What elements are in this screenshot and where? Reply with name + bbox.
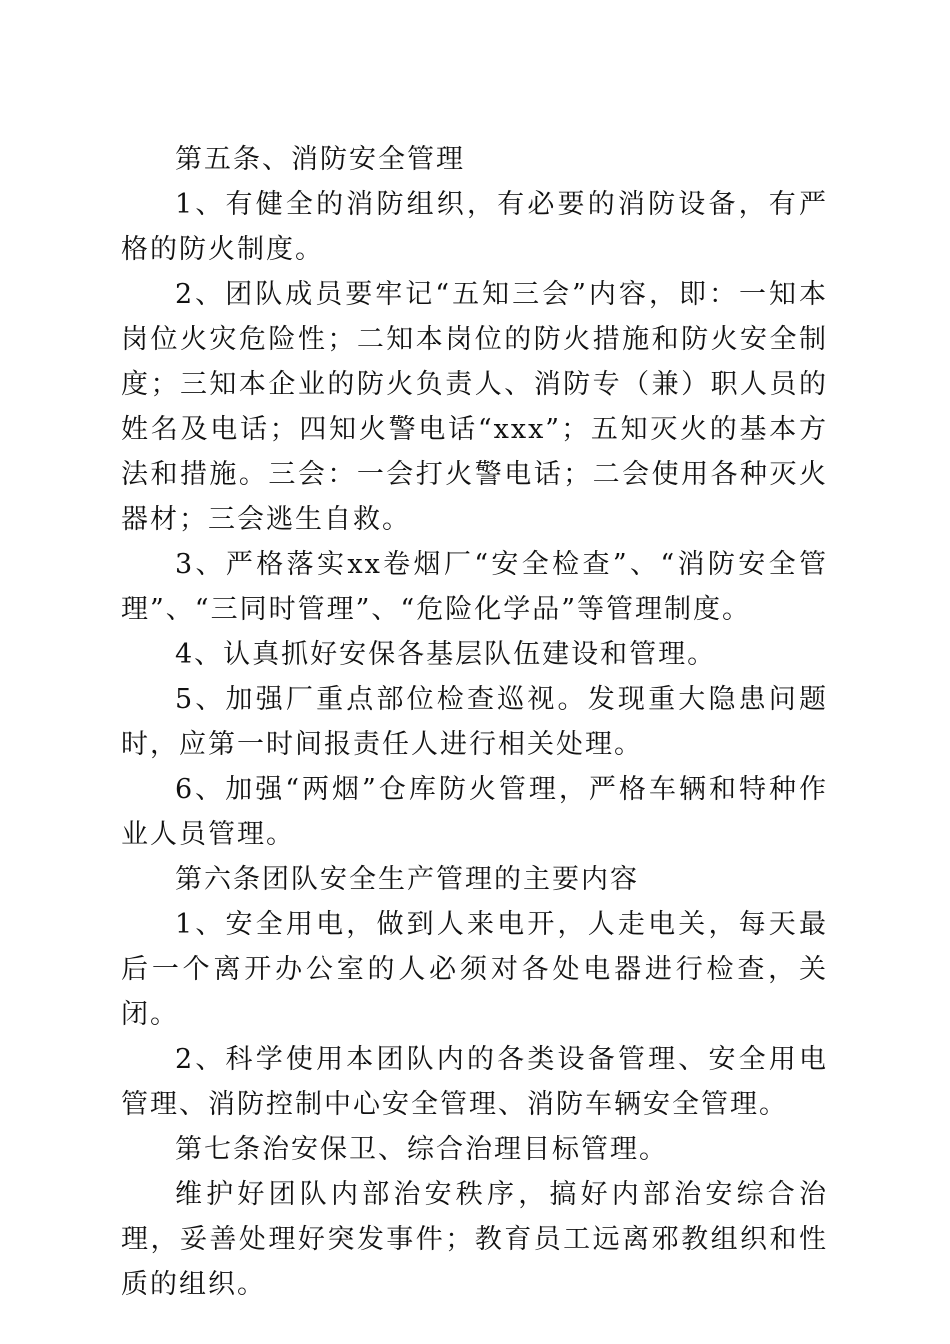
- document-body: [121, 137, 828, 1307]
- paragraph: 2、团队成员要牢记“五知三会”内容，即：一知本岗位火灾危险性；二知本岗位的防火措施和防火安全制度；三知本企业的防火负责人、消防专（兼）职人员的姓名及电话；四知火警电话“xxx”；五知灭火的基本方法和措施。三会：一会打火警电话；二会使用各种灭火器材；三会逃生自救。: [121, 279, 828, 535]
- section-heading: 第六条团队安全生产管理的主要内容: [175, 864, 639, 895]
- section-heading: 第七条治安保卫、综合治理目标管理。: [175, 1134, 668, 1165]
- paragraph: 5、加强厂重点部位检查巡视。发现重大隐患问题时，应第一时间报责任人进行相关处理。: [121, 684, 828, 760]
- paragraph: 维护好团队内部治安秩序，搞好内部治安综合治理，妥善处理好突发事件；教育员工远离邪教组织和性质的组织。: [121, 1179, 828, 1300]
- paragraph: 3、严格落实xx卷烟厂“安全检查”、“消防安全管理”、“三同时管理”、“危险化学品”等管理制度。: [121, 549, 828, 625]
- paragraph: 6、加强“两烟”仓库防火管理，严格车辆和特种作业人员管理。: [121, 774, 828, 850]
- paragraph: 4、认真抓好安保各基层队伍建设和管理。: [175, 639, 717, 670]
- paragraph: 1、有健全的消防组织，有必要的消防设备，有严格的防火制度。: [121, 189, 828, 265]
- section-heading: 第五条、消防安全管理: [175, 144, 465, 175]
- paragraph: 1、安全用电，做到人来电开，人走电关，每天最后一个离开办公室的人必须对各处电器进行检查，关闭。: [121, 909, 828, 1030]
- paragraph: 2、科学使用本团队内的各类设备管理、安全用电管理、消防控制中心安全管理、消防车辆安全管理。: [121, 1044, 828, 1120]
